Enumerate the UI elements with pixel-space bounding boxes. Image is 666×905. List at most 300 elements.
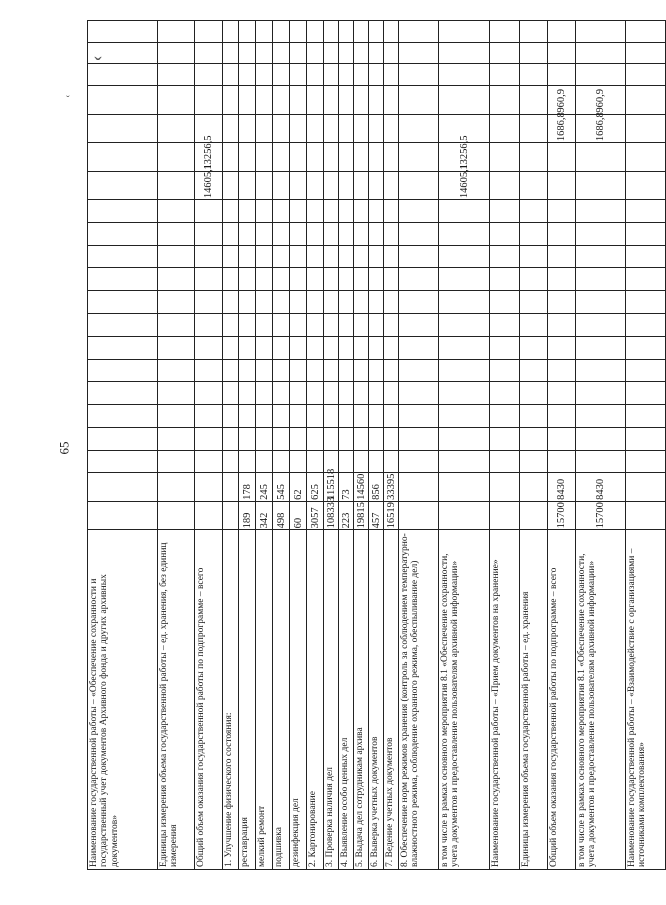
value-cell bbox=[339, 405, 354, 428]
value-cell bbox=[399, 336, 439, 359]
value-cell bbox=[307, 86, 324, 114]
value-cell bbox=[490, 291, 520, 314]
value-cell bbox=[88, 405, 158, 428]
value-cell bbox=[158, 64, 195, 86]
value-cell bbox=[158, 143, 195, 171]
value-cell bbox=[223, 42, 239, 64]
value-cell bbox=[548, 21, 576, 43]
value-cell bbox=[490, 114, 520, 142]
value-cell bbox=[384, 86, 399, 114]
value-cell bbox=[307, 291, 324, 314]
value-cell bbox=[223, 86, 239, 114]
value-cell bbox=[223, 200, 239, 223]
value-cell bbox=[195, 501, 223, 529]
value-cell bbox=[354, 245, 369, 268]
value-cell bbox=[339, 21, 354, 43]
value-cell bbox=[290, 313, 307, 336]
value-cell bbox=[239, 42, 256, 64]
value-cell bbox=[339, 336, 354, 359]
value-cell bbox=[626, 64, 666, 86]
value-cell bbox=[490, 143, 520, 171]
value-cell bbox=[369, 143, 384, 171]
value-cell bbox=[256, 171, 273, 199]
value-cell bbox=[399, 21, 439, 43]
value-cell bbox=[626, 171, 666, 199]
value-cell bbox=[290, 200, 307, 223]
value-cell bbox=[490, 200, 520, 223]
value-cell: 223 bbox=[339, 501, 354, 529]
value-cell bbox=[520, 143, 548, 171]
value-cell: 16519 bbox=[385, 502, 397, 529]
value-cell bbox=[223, 268, 239, 291]
value-cell bbox=[195, 313, 223, 336]
value-cell bbox=[273, 313, 290, 336]
value-cell: 13256,5 bbox=[439, 143, 490, 171]
row-label: 1. Улучшение физического состояния: bbox=[223, 530, 239, 870]
value-cell bbox=[439, 245, 490, 268]
value-cell bbox=[88, 501, 158, 529]
value-cell bbox=[520, 291, 548, 314]
value-cell bbox=[256, 268, 273, 291]
value-cell bbox=[307, 245, 324, 268]
table-row bbox=[324, 21, 339, 870]
value-cell bbox=[324, 143, 339, 171]
value-cell: 8430 bbox=[576, 473, 626, 501]
value-cell bbox=[626, 21, 666, 43]
value-cell bbox=[195, 359, 223, 382]
value-cell: 545 bbox=[273, 473, 290, 501]
value-cell bbox=[520, 501, 548, 529]
value-cell bbox=[339, 86, 354, 114]
value-cell bbox=[626, 382, 666, 405]
value-cell bbox=[339, 382, 354, 405]
value-cell bbox=[223, 382, 239, 405]
value-cell bbox=[195, 450, 223, 473]
value-cell bbox=[354, 291, 369, 314]
value-cell bbox=[339, 42, 354, 64]
value-cell bbox=[439, 313, 490, 336]
value-cell bbox=[384, 268, 399, 291]
value-cell bbox=[273, 143, 290, 171]
value-cell bbox=[399, 42, 439, 64]
value-cell bbox=[223, 359, 239, 382]
value-cell bbox=[626, 245, 666, 268]
value-cell bbox=[384, 42, 399, 64]
value-cell bbox=[369, 427, 384, 450]
value-cell bbox=[369, 450, 384, 473]
value-cell bbox=[195, 200, 223, 223]
table-row bbox=[273, 21, 290, 870]
row-label: 8. Обеспечение норм режимов хранения (контроль за соблюдением температурно-влажностного режима, соблюдение охранного режима, обеспыливание дел) bbox=[399, 530, 439, 870]
value-cell bbox=[307, 64, 324, 86]
value-cell: 1686,8 bbox=[548, 114, 576, 142]
value-cell bbox=[195, 291, 223, 314]
value-cell bbox=[239, 86, 256, 114]
value-cell bbox=[239, 405, 256, 428]
row-label: 3. Проверка наличия дел bbox=[324, 530, 339, 870]
value-cell bbox=[520, 171, 548, 199]
value-cell bbox=[239, 359, 256, 382]
value-cell bbox=[520, 427, 548, 450]
value-cell bbox=[88, 64, 158, 86]
value-cell bbox=[520, 313, 548, 336]
value-cell bbox=[239, 64, 256, 86]
value-cell: 625 bbox=[307, 473, 324, 501]
table-row bbox=[239, 21, 256, 870]
value-cell bbox=[626, 222, 666, 245]
value-cell bbox=[439, 268, 490, 291]
value-cell bbox=[548, 222, 576, 245]
value-cell bbox=[548, 450, 576, 473]
value-cell: 178 bbox=[239, 473, 256, 501]
value-cell: 15700 bbox=[576, 501, 626, 529]
value-cell bbox=[354, 222, 369, 245]
value-cell bbox=[384, 114, 399, 142]
value-cell bbox=[339, 64, 354, 86]
value-cell bbox=[339, 359, 354, 382]
value-cell bbox=[223, 291, 239, 314]
value-cell bbox=[490, 313, 520, 336]
value-cell bbox=[324, 359, 339, 382]
value-cell: 960,9 bbox=[576, 86, 626, 114]
value-cell bbox=[354, 42, 369, 64]
value-cell bbox=[399, 382, 439, 405]
value-cell bbox=[369, 42, 384, 64]
value-cell bbox=[324, 171, 339, 199]
value-cell bbox=[354, 143, 369, 171]
value-cell bbox=[354, 382, 369, 405]
value-cell bbox=[520, 473, 548, 501]
value-cell bbox=[88, 359, 158, 382]
value-cell bbox=[354, 86, 369, 114]
value-cell bbox=[626, 473, 666, 501]
value-cell bbox=[384, 245, 399, 268]
value-cell bbox=[520, 405, 548, 428]
value-cell bbox=[339, 143, 354, 171]
value-cell bbox=[384, 450, 399, 473]
value-cell bbox=[520, 86, 548, 114]
value-cell bbox=[384, 291, 399, 314]
value-cell bbox=[439, 42, 490, 64]
value-cell bbox=[158, 171, 195, 199]
value-cell bbox=[626, 427, 666, 450]
value-cell bbox=[339, 171, 354, 199]
table-row bbox=[490, 21, 520, 870]
table-row bbox=[256, 21, 273, 870]
value-cell bbox=[290, 42, 307, 64]
value-cell bbox=[239, 200, 256, 223]
value-cell bbox=[520, 245, 548, 268]
value-cell bbox=[239, 222, 256, 245]
value-cell bbox=[88, 114, 158, 142]
value-cell bbox=[384, 427, 399, 450]
table-row bbox=[384, 21, 399, 870]
value-cell bbox=[520, 42, 548, 64]
value-cell bbox=[626, 114, 666, 142]
value-cell bbox=[273, 291, 290, 314]
value-cell bbox=[399, 313, 439, 336]
value-cell bbox=[369, 114, 384, 142]
value-cell bbox=[195, 473, 223, 501]
row-label: в том числе в рамках основного мероприятия 8.1 «Обеспечение сохранности, учета документов и предоставление пользователям архивной информации» bbox=[576, 530, 626, 870]
value-cell bbox=[273, 336, 290, 359]
value-cell bbox=[273, 200, 290, 223]
value-cell bbox=[195, 42, 223, 64]
value-cell bbox=[339, 114, 354, 142]
value-cell bbox=[439, 405, 490, 428]
value-cell bbox=[88, 268, 158, 291]
row-label: реставрация bbox=[239, 530, 256, 870]
row-label: Единицы измерения объема государственной работы – ед. хранения, без единиц измерения bbox=[158, 530, 195, 870]
value-cell bbox=[384, 336, 399, 359]
value-cell bbox=[439, 64, 490, 86]
value-cell bbox=[576, 143, 626, 171]
table-row bbox=[195, 21, 223, 870]
value-cell: 498 bbox=[273, 501, 290, 529]
row-label: подшивка bbox=[273, 530, 290, 870]
value-cell bbox=[273, 222, 290, 245]
value-cell bbox=[324, 86, 339, 114]
value-cell bbox=[439, 86, 490, 114]
value-cell bbox=[256, 291, 273, 314]
value-cell bbox=[399, 114, 439, 142]
value-cell bbox=[354, 336, 369, 359]
value-cell bbox=[223, 114, 239, 142]
value-cell bbox=[223, 143, 239, 171]
value-cell bbox=[88, 21, 158, 43]
value-cell bbox=[576, 245, 626, 268]
value-cell bbox=[158, 450, 195, 473]
value-cell bbox=[88, 336, 158, 359]
value-cell bbox=[339, 450, 354, 473]
value-cell bbox=[324, 42, 339, 64]
value-cell bbox=[239, 21, 256, 43]
table-row bbox=[548, 21, 576, 870]
value-cell bbox=[576, 359, 626, 382]
value-cell bbox=[290, 86, 307, 114]
value-cell bbox=[324, 382, 339, 405]
row-label: 7. Ведение учетных документов bbox=[384, 530, 399, 870]
value-cell bbox=[384, 222, 399, 245]
value-cell bbox=[290, 382, 307, 405]
table-row bbox=[399, 21, 439, 870]
value-cell bbox=[158, 382, 195, 405]
value-cell bbox=[158, 114, 195, 142]
value-cell: 15700 bbox=[548, 501, 576, 529]
row-label: мелкий ремонт bbox=[256, 530, 273, 870]
value-cell: 13256,5 bbox=[195, 143, 223, 171]
value-cell bbox=[626, 200, 666, 223]
value-cell bbox=[223, 222, 239, 245]
value-cell bbox=[88, 171, 158, 199]
value-cell bbox=[384, 405, 399, 428]
page-number: 65 bbox=[56, 441, 72, 455]
value-cell bbox=[520, 382, 548, 405]
table-row bbox=[88, 21, 158, 870]
value-cell bbox=[307, 200, 324, 223]
value-cell bbox=[354, 359, 369, 382]
value-cell bbox=[290, 171, 307, 199]
value-cell bbox=[490, 21, 520, 43]
value-cell bbox=[307, 143, 324, 171]
value-cell bbox=[307, 268, 324, 291]
value-cell bbox=[290, 427, 307, 450]
value-cell bbox=[158, 291, 195, 314]
value-cell bbox=[256, 222, 273, 245]
value-cell bbox=[626, 86, 666, 114]
value-cell bbox=[520, 114, 548, 142]
value-cell bbox=[548, 427, 576, 450]
value-cell bbox=[490, 222, 520, 245]
value-cell bbox=[158, 200, 195, 223]
value-cell bbox=[158, 405, 195, 428]
value-cell bbox=[223, 245, 239, 268]
value-cell bbox=[223, 427, 239, 450]
value-cell bbox=[576, 427, 626, 450]
value-cell bbox=[307, 336, 324, 359]
value-cell bbox=[339, 245, 354, 268]
value-cell bbox=[239, 313, 256, 336]
value-cell bbox=[626, 336, 666, 359]
value-cell bbox=[490, 405, 520, 428]
value-cell bbox=[369, 171, 384, 199]
value-cell bbox=[369, 291, 384, 314]
value-cell bbox=[158, 501, 195, 529]
value-cell bbox=[88, 473, 158, 501]
value-cell bbox=[256, 359, 273, 382]
table-row bbox=[307, 21, 324, 870]
value-cell bbox=[439, 473, 490, 501]
value-cell bbox=[290, 114, 307, 142]
value-cell bbox=[369, 21, 384, 43]
value-cell bbox=[158, 21, 195, 43]
value-cell bbox=[576, 171, 626, 199]
value-cell bbox=[239, 382, 256, 405]
value-cell bbox=[88, 143, 158, 171]
value-cell bbox=[548, 42, 576, 64]
value-cell bbox=[354, 405, 369, 428]
value-cell bbox=[256, 143, 273, 171]
value-cell bbox=[88, 86, 158, 114]
value-cell bbox=[273, 64, 290, 86]
value-cell bbox=[576, 64, 626, 86]
value-cell bbox=[324, 405, 339, 428]
value-cell bbox=[339, 222, 354, 245]
row-label: Общий объем оказания государственной работы по подпрограмме – всего bbox=[195, 530, 223, 870]
value-cell bbox=[384, 382, 399, 405]
value-cell bbox=[369, 200, 384, 223]
value-cell bbox=[490, 336, 520, 359]
value-cell bbox=[576, 336, 626, 359]
table-row bbox=[626, 21, 666, 870]
value-cell bbox=[399, 450, 439, 473]
value-cell bbox=[399, 501, 439, 529]
value-cell: 62 bbox=[290, 473, 307, 501]
value-cell bbox=[369, 64, 384, 86]
value-cell bbox=[88, 42, 158, 64]
value-cell bbox=[290, 336, 307, 359]
value-cell bbox=[324, 336, 339, 359]
value-cell bbox=[273, 450, 290, 473]
value-cell bbox=[307, 405, 324, 428]
value-cell bbox=[88, 313, 158, 336]
value-cell bbox=[195, 86, 223, 114]
value-cell bbox=[88, 200, 158, 223]
value-cell bbox=[324, 268, 339, 291]
value-cell bbox=[223, 21, 239, 43]
value-cell bbox=[384, 200, 399, 223]
value-cell bbox=[439, 359, 490, 382]
value-cell: 960,9 bbox=[548, 86, 576, 114]
value-cell bbox=[88, 222, 158, 245]
value-cell bbox=[354, 114, 369, 142]
value-cell bbox=[354, 268, 369, 291]
value-cell bbox=[399, 64, 439, 86]
value-cell bbox=[384, 359, 399, 382]
value-cell bbox=[399, 245, 439, 268]
value-cell bbox=[256, 313, 273, 336]
value-cell bbox=[273, 42, 290, 64]
value-cell bbox=[158, 86, 195, 114]
value-cell bbox=[256, 405, 273, 428]
value-cell bbox=[239, 291, 256, 314]
value-cell bbox=[354, 21, 369, 43]
value-cell bbox=[307, 359, 324, 382]
value-cell bbox=[273, 171, 290, 199]
value-cell bbox=[399, 222, 439, 245]
value-cell bbox=[324, 64, 339, 86]
value-cell bbox=[223, 171, 239, 199]
value-cell bbox=[324, 114, 339, 142]
value-cell bbox=[307, 450, 324, 473]
table-row bbox=[520, 21, 548, 870]
value-cell bbox=[324, 21, 339, 43]
value-cell bbox=[290, 405, 307, 428]
value-cell bbox=[256, 382, 273, 405]
value-cell bbox=[384, 313, 399, 336]
row-label: 2. Картонирование bbox=[307, 530, 324, 870]
value-cell bbox=[158, 245, 195, 268]
value-cell bbox=[290, 359, 307, 382]
value-cell bbox=[626, 313, 666, 336]
value-cell bbox=[548, 143, 576, 171]
value-cell bbox=[626, 143, 666, 171]
row-label: дезинфекция дел bbox=[290, 530, 307, 870]
value-cell bbox=[256, 86, 273, 114]
value-cell bbox=[384, 171, 399, 199]
value-cell bbox=[548, 200, 576, 223]
value-cell bbox=[490, 64, 520, 86]
value-cell bbox=[626, 359, 666, 382]
value-cell bbox=[290, 21, 307, 43]
value-cell bbox=[339, 268, 354, 291]
value-cell bbox=[626, 405, 666, 428]
value-cell bbox=[626, 501, 666, 529]
value-cell bbox=[256, 21, 273, 43]
value-cell bbox=[324, 427, 339, 450]
value-cell bbox=[239, 171, 256, 199]
value-cell bbox=[273, 245, 290, 268]
value-cell: 342 bbox=[256, 501, 273, 529]
value-cell bbox=[520, 21, 548, 43]
value-cell bbox=[158, 42, 195, 64]
value-cell bbox=[576, 291, 626, 314]
value-cell bbox=[520, 200, 548, 223]
value-cell bbox=[256, 336, 273, 359]
row-label: Наименование государственной работы – «Взаимодействие с организациями – источниками комплектования» bbox=[626, 530, 666, 870]
value-cell bbox=[548, 64, 576, 86]
value-cell bbox=[290, 268, 307, 291]
